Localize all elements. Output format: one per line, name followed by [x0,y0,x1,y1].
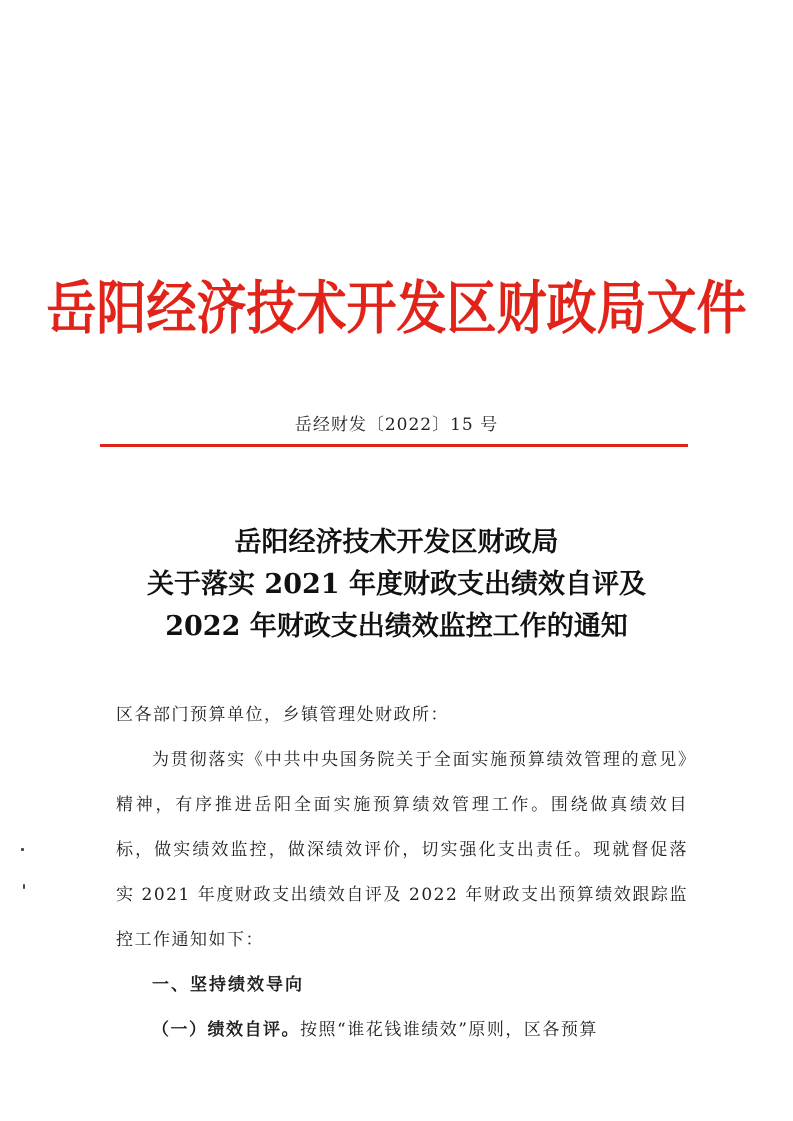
title-line-2: 关于落实 2021 年度财政支出绩效自评及 [147,569,646,600]
notice-body [116,693,688,1053]
scan-speck [21,848,24,851]
paragraph-self-evaluation [116,1008,688,1053]
red-divider-line [100,444,688,447]
notice-title [0,522,793,648]
masthead-title: 岳阳经济技术开发区财政局文件 [46,274,747,342]
scan-speck [23,884,25,889]
section-heading-1: 一、坚持绩效导向 [152,975,304,995]
document-number: 岳经财发〔2022〕15 号 [294,415,499,435]
title-line-3: 2022 年财政支出绩效监控工作的通知 [165,611,628,642]
title-line-1: 岳阳经济技术开发区财政局 [234,527,559,558]
paragraph-self-evaluation-lead: （一）绩效自评。 [152,1020,300,1040]
paragraph-self-evaluation-text: 按照“谁花钱谁绩效”原则，区各预算 [300,1020,598,1040]
paragraph-intro: 为贯彻落实《中共中央国务院关于全面实施预算绩效管理的意见》精神，有序推进岳阳全面实施预算绩效管理工作。围绕做真绩效目标，做实绩效监控，做深绩效评价，切实强化支出责任。现就督促落实 2021 年度财政支出绩效自评及 2022 年财政支出预算绩效跟踪监控工作通知如下： [116,750,688,950]
salutation: 区各部门预算单位，乡镇管理处财政所： [116,705,449,725]
